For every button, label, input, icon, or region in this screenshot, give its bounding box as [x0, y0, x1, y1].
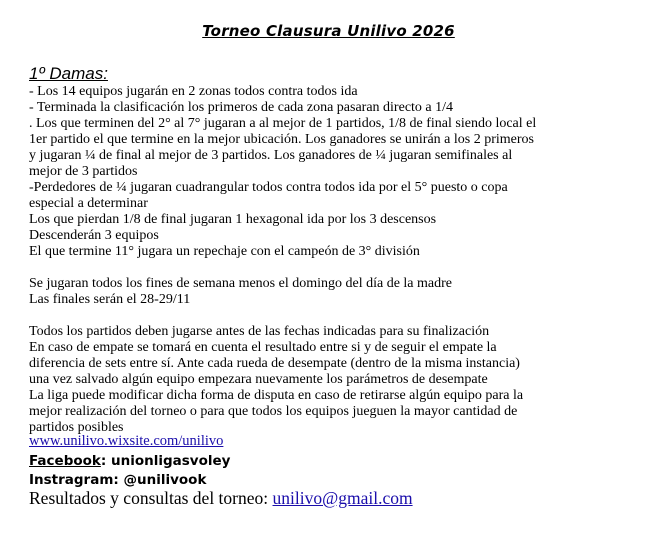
contact-line [29, 488, 413, 509]
contact-email-link[interactable]: unilivo@gmail.com [272, 488, 413, 508]
rules-line: una vez salvado algún equipo empezara nuevamente los parámetros de desempate [29, 372, 488, 387]
body-line: . Los que terminen del 2° al 7° jugaran a al mejor de 1 partidos, 1/8 de final siendo local el [29, 116, 537, 131]
schedule-line: Se jugaran todos los fines de semana menos el domingo del día de la madre [29, 276, 453, 291]
instagram-line [29, 472, 206, 488]
paragraph-gap [29, 260, 639, 276]
rules-line: La liga puede modificar dicha forma de disputa en caso de retirarse algún equipo para la [29, 388, 524, 403]
body-line: - Los 14 equipos jugarán en 2 zonas todos contra todos ida [29, 84, 358, 99]
facebook-handle: : unionligasvoley [100, 453, 231, 469]
rules-line: partidos posibles [29, 420, 124, 435]
rules-line: Todos los partidos deben jugarse antes de las fechas indicadas para su finalización [29, 324, 490, 339]
body-line: - Terminada la clasificación los primeros de cada zona pasaran directo a 1/4 [29, 100, 454, 115]
body-line: y jugaran ¼ de final al mejor de 3 partidos. Los ganadores de ¼ jugaran semifinales al [29, 148, 513, 163]
body-line: especial a determinar [29, 196, 148, 211]
rules-line: En caso de empate se tomará en cuenta el resultado entre si y de seguir el empate la [29, 340, 497, 355]
body-line: El que termine 11° jugara un repechaje con el campeón de 3° división [29, 244, 420, 259]
facebook-label: Facebook [29, 453, 101, 469]
document-title: Torneo Clausura Unilivo 2026 [202, 22, 455, 40]
schedule-line: Las finales serán el 28-29/11 [29, 292, 191, 307]
instagram-label: Instragram: [29, 472, 119, 488]
instagram-handle: @unilivook [118, 472, 207, 488]
paragraph-gap [29, 308, 639, 324]
body-line: 1er partido el que termine en la mejor ubicación. Los ganadores se unirán a los 2 primeros [29, 132, 534, 147]
facebook-line [29, 453, 230, 469]
website-link[interactable]: www.unilivo.wixsite.com/unilivo [29, 433, 224, 449]
body-line: Descenderán 3 equipos [29, 228, 159, 243]
body-text [29, 84, 639, 436]
section-heading: 1º Damas: [29, 64, 108, 83]
contact-text: Resultados y consultas del torneo: [29, 488, 273, 508]
body-line: Los que pierdan 1/8 de final jugaran 1 hexagonal ida por los 3 descensos [29, 212, 437, 227]
rules-line: mejor realización del torneo o para que todos los equipos jueguen la mayor cantidad de [29, 404, 518, 419]
body-line: mejor de 3 partidos [29, 164, 138, 179]
rules-line: diferencia de sets entre sí. Ante cada rueda de desempate (dentro de la misma instancia) [29, 356, 520, 371]
body-line: -Perdedores de ¼ jugaran cuadrangular todos contra todos ida por el 5° puesto o copa [29, 180, 508, 195]
